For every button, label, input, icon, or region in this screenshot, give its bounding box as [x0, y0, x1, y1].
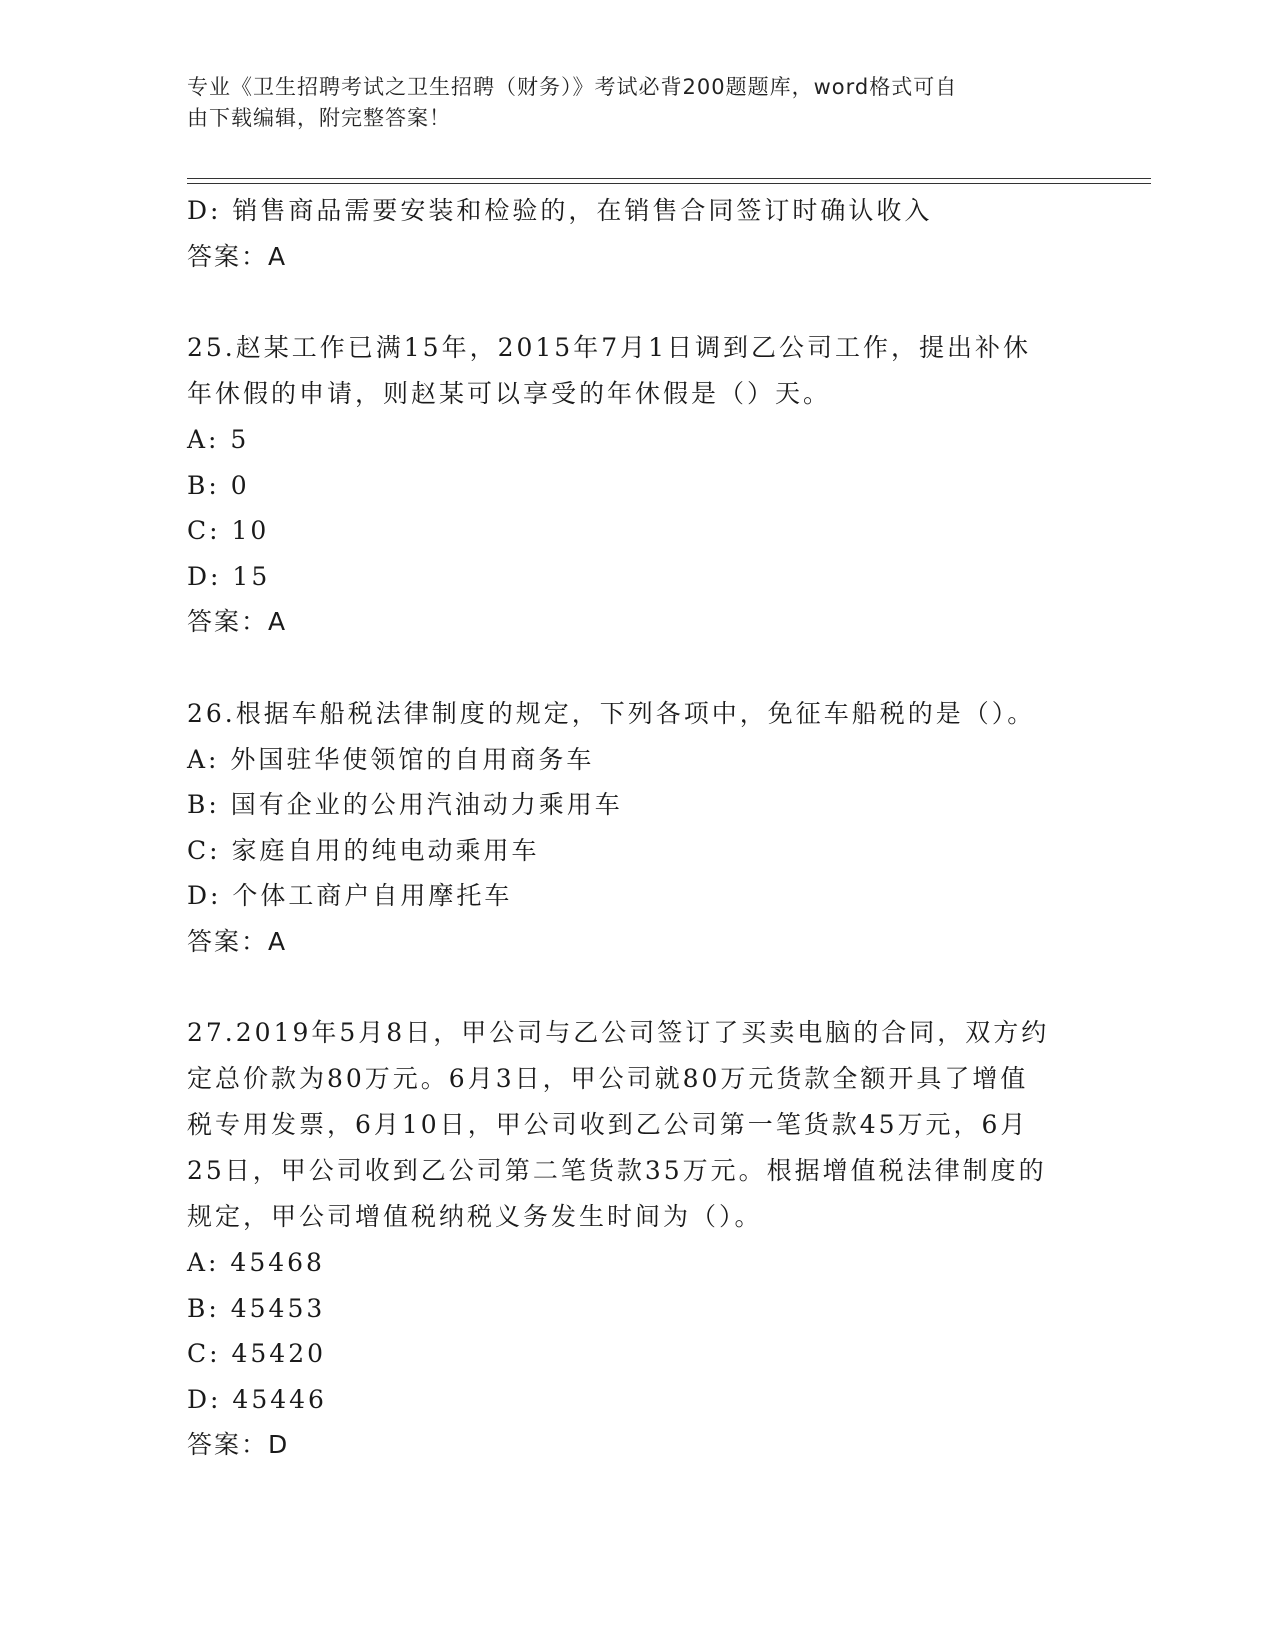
q27-option-a: A: 45468 — [187, 1248, 325, 1277]
q27-stem-line-4: 25日，甲公司收到乙公司第二笔货款35万元。根据增值税法律制度的 — [187, 1156, 1047, 1185]
q27-stem-line-2: 定总价款为80万元。6月3日，甲公司就80万元货款全额开具了增值 — [187, 1064, 1029, 1093]
q26-option-a: A: 外国驻华使领馆的自用商务车 — [187, 744, 595, 774]
document-header — [187, 72, 1067, 134]
spacer — [187, 279, 1087, 325]
q25-stem-line-1: 25.赵某工作已满15年，2015年7月1日调到乙公司工作，提出补休 — [187, 333, 1032, 362]
q26-option-d: D: 个体工商户自用摩托车 — [187, 881, 513, 910]
header-line-2: 由下载编辑，附完整答案！ — [187, 106, 451, 130]
question-list — [187, 188, 1087, 1468]
spacer — [187, 964, 1087, 1010]
prev-answer: 答案：A — [187, 241, 288, 271]
header-divider-top — [187, 178, 1151, 179]
q25-option-b: B: 0 — [187, 470, 250, 500]
q27-stem-line-5: 规定，甲公司增值税纳税义务发生时间为（）。 — [187, 1202, 763, 1231]
q27-stem-line-3: 税专用发票，6月10日，甲公司收到乙公司第一笔货款45万元，6月 — [187, 1110, 1029, 1139]
q26-option-c: C: 家庭自用的纯电动乘用车 — [187, 835, 540, 865]
header-line-1: 专业《卫生招聘考试之卫生招聘（财务）》考试必背200题题库，word格式可自 — [187, 75, 958, 99]
spacer — [187, 645, 1087, 691]
q27-option-b: B: 45453 — [187, 1293, 326, 1323]
header-divider-bottom — [187, 183, 1151, 184]
q26-option-b: B: 国有企业的公用汽油动力乘用车 — [187, 790, 623, 819]
q26-stem-line-1: 26.根据车船税法律制度的规定，下列各项中，免征车船税的是（）。 — [187, 698, 1036, 728]
q27-stem-line-1: 27.2019年5月8日，甲公司与乙公司签订了买卖电脑的合同，双方约 — [187, 1018, 1050, 1047]
q25-option-c: C: 10 — [187, 516, 270, 545]
q25-stem-line-2: 年休假的申请，则赵某可以享受的年休假是（）天。 — [187, 379, 832, 408]
q26-answer: 答案：A — [187, 926, 288, 956]
q25-answer: 答案：A — [187, 607, 288, 636]
prev-option-d: D: 销售商品需要安装和检验的，在销售合同签订时确认收入 — [187, 196, 933, 225]
q27-option-d: D: 45446 — [187, 1384, 327, 1414]
q25-option-d: D: 15 — [187, 561, 271, 591]
q27-option-c: C: 45420 — [187, 1339, 327, 1368]
q25-option-a: A: 5 — [187, 425, 250, 454]
q27-answer: 答案：D — [187, 1430, 290, 1459]
